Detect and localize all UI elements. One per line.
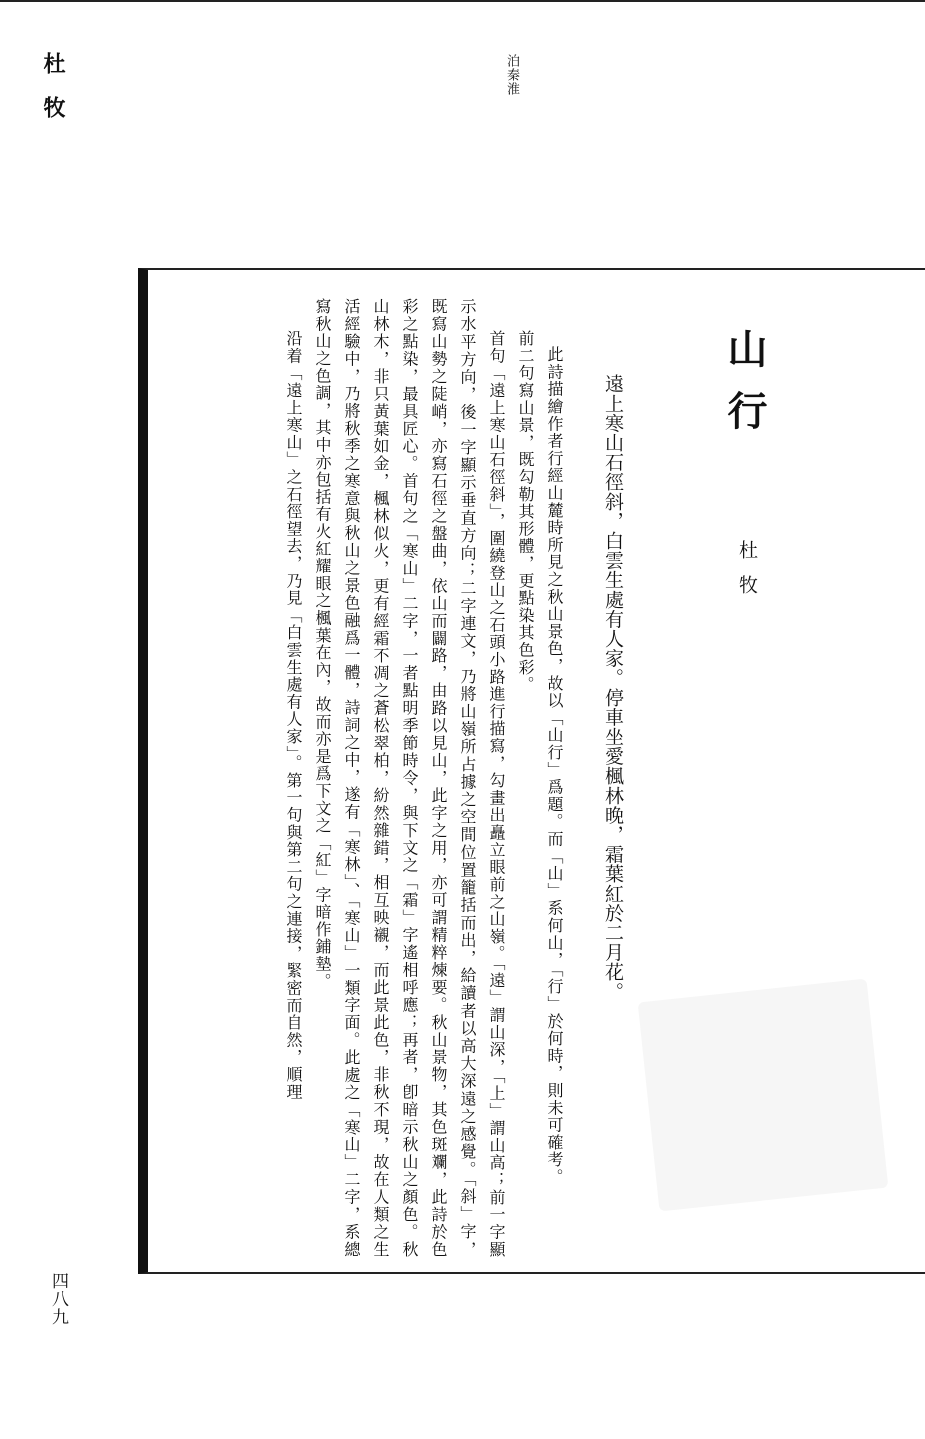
running-head-section: 泊秦淮 (504, 54, 519, 96)
commentary-paragraph-3: 首句「遠上寒山石徑斜」，圍繞登山之石頭小路進行描寫，勾畫出矗立眼前之山嶺。「遠」謂山深，「上」謂山高；前一字顯示水平方向，後一字顯示垂直方向；二字連文，乃將山嶺所占據之空間位置籠括而出，給讀者以高大深遠之感覺。「斜」字，既寫山勢之陡峭，亦寫石徑之盤曲，依山而闢路，由路以見山，此字之用，亦可謂精粹煉要。秋山景物，其色斑斕，此詩於色彩之點染，最具匠心。首句之「寒山」二字，一者點明季節時令，與下文之「霜」字遙相呼應；再者，卽暗示秋山之顏色。秋山林木，非只黃葉如金，楓林似火，更有經霜不凋之蒼松翠柏，紛然雜錯，相互映襯，而此景此色，非秋不現，故在人類之生活經驗中，乃將秋季之寒意與秋山之景色融爲一體，詩詞之中，遂有「寒林」、「寒山」一類字面。此處之「寒山」二字，系總寫秋山之色調，其中亦包括有火紅耀眼之楓葉在內，故而亦是爲下文之「紅」字暗作鋪墊。 (313, 298, 506, 1258)
poem-author: 杜牧 (736, 540, 758, 610)
poem-text: 遠上寒山石徑斜，白雲生處有人家。停車坐愛楓林晚，霜葉紅於二月花。 (602, 374, 624, 1002)
poem-box-content (148, 278, 925, 1268)
running-head-author: 杜牧 (40, 52, 66, 140)
top-rule (0, 0, 925, 2)
poem-title: 山行 (721, 328, 768, 452)
page-number: 四八九 (48, 1272, 68, 1326)
commentary-paragraph-1: 此詩描繪作者行經山麓時所見之秋山景色，故以「山行」爲題。而「山」系何山，「行」於何時，則未可確考。 (545, 346, 564, 1186)
commentary-paragraph-2: 前二句寫山景，既勾勒其形體，更點染其色彩。 (516, 330, 535, 694)
commentary-paragraph-4: 沿着「遠上寒山」之石徑望去，乃見「白雲生處有人家」。第一句與第二句之連接，緊密而自然，順理 (284, 330, 303, 1101)
commentary (279, 298, 569, 1258)
